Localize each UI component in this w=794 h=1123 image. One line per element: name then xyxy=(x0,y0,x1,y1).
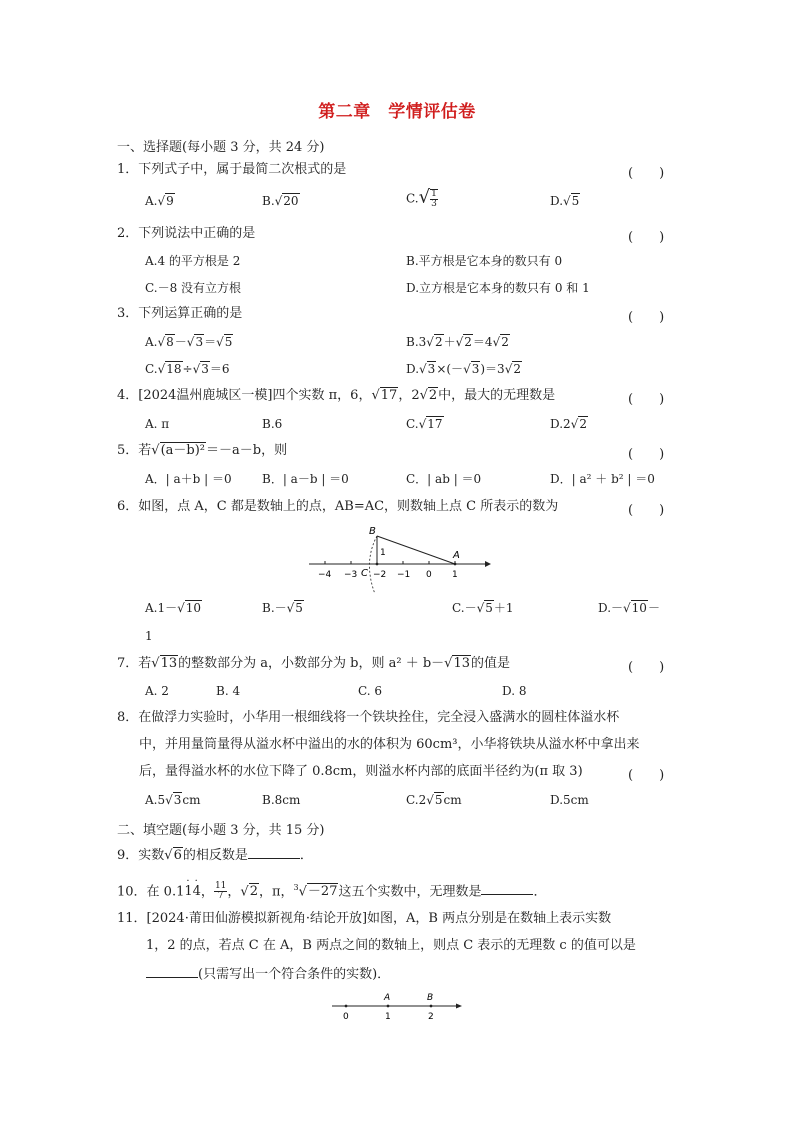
option-b: B.√20 xyxy=(262,194,299,208)
option-d: D.立方根是它本身的数只有 0 和 1 xyxy=(406,281,590,295)
option-c: C.√17 xyxy=(406,417,443,431)
section-heading-fill: 二、填空题(每小题 3 分，共 15 分) xyxy=(117,823,325,838)
option-a: A.5√3cm xyxy=(145,793,201,807)
question-9: 9．实数√6的相反数是 ． xyxy=(117,848,313,863)
option-b: B.平方根是它本身的数只有 0 xyxy=(406,254,563,268)
answer-bracket: ( ) xyxy=(628,392,665,407)
tick-label: 1 xyxy=(452,570,458,580)
point-label-a: A xyxy=(384,993,391,1003)
option-d: D.5cm xyxy=(550,793,589,807)
tick-label: −4 xyxy=(318,570,332,580)
answer-bracket: ( ) xyxy=(628,310,665,325)
point-label-b: B xyxy=(369,526,376,537)
page-title: 第二章 学情评估卷 xyxy=(318,102,476,122)
question-11-line-3: (只需写出一个符合条件的实数)． xyxy=(146,965,390,983)
option-a: A. 2 xyxy=(145,684,169,698)
answer-bracket: ( ) xyxy=(628,166,665,181)
segment-length-label: 1 xyxy=(380,548,386,558)
question-8-line-2: 中，并用量筒量得从溢水杯中溢出的水的体积为 60cm³，小华将铁块从溢水杯中拿出来 xyxy=(139,737,640,752)
option-d: D. 8 xyxy=(502,684,527,698)
answer-bracket: ( ) xyxy=(628,447,665,462)
point-label-c: C xyxy=(361,568,368,579)
question-8: 8．在做浮力实验时，小华用一根细线将一个铁块拴住，完全浸入盛满水的圆柱体溢水杯 xyxy=(117,710,620,725)
question-11: 11．[2024·莆田仙游模拟新视角·结论开放]如图，A，B 两点分别是在数轴上表示实数 xyxy=(117,911,612,926)
tick-label: 1 xyxy=(385,1012,391,1022)
option-b: B. 4 xyxy=(216,684,241,698)
question-5: 5．若√(a－b)²＝－a－b，则 xyxy=(117,443,288,458)
answer-bracket: ( ) xyxy=(628,660,665,675)
question-8-line-3: 后，量得溢水杯的水位下降了 0.8cm，则溢水杯内部的底面半径约为(π 取 3) xyxy=(139,764,583,779)
question-11-line-2: 1，2 的点，若点 C 在 A，B 两点之间的数轴上，则点 C 表示的无理数 c 的值可以是 xyxy=(146,938,636,953)
answer-bracket: ( ) xyxy=(628,768,665,783)
number-line-figure-q11 xyxy=(330,988,470,1024)
question-2: 2．下列说法中正确的是 xyxy=(117,226,256,241)
answer-blank[interactable] xyxy=(248,846,300,859)
option-d: D.－√10－ xyxy=(598,601,660,615)
option-d: D.√5 xyxy=(550,194,580,208)
option-c: C.－8 没有立方根 xyxy=(145,281,242,295)
option-a: A.√9 xyxy=(145,194,174,208)
option-b: B.3√2＋√2＝4√2 xyxy=(406,335,509,349)
option-a: A.√8－√3＝√5 xyxy=(145,335,233,349)
option-b: B.6 xyxy=(262,417,283,431)
answer-blank[interactable] xyxy=(481,882,533,895)
question-1 xyxy=(117,162,346,178)
option-c: C.√ $\frac{1}{3}$ xyxy=(406,186,437,209)
number-line-figure-q6 xyxy=(305,522,495,598)
option-b: B．| a－b | ＝0 xyxy=(262,472,349,486)
option-c: C.2√5cm xyxy=(406,793,462,807)
question-6: 6．如图，点 A，C 都是数轴上的点，AB=AC，则数轴上点 C 所表示的数为 xyxy=(117,499,559,514)
answer-bracket: ( ) xyxy=(628,230,665,245)
point-label-b: B xyxy=(427,993,434,1003)
option-b: B.8cm xyxy=(262,793,301,807)
option-c: C.－√5＋1 xyxy=(452,601,514,615)
option-d: D.2√2 xyxy=(550,417,587,431)
option-d: D．| a² ＋ b² | ＝0 xyxy=(550,472,655,486)
option-a: A．| a＋b | ＝0 xyxy=(145,472,232,486)
tick-label: 0 xyxy=(426,570,432,580)
question-10: 10．在 0.11 · 4 · ， $\frac{11}{7}$ ，√2，π，$^3$√－27这五个实数中，无理数是 ． xyxy=(117,876,547,902)
section-heading-choice: 一、选择题(每小题 3 分，共 24 分) xyxy=(117,140,325,155)
tick-label: −2 xyxy=(373,570,387,580)
option-c: C. 6 xyxy=(358,684,383,698)
option-d-continued: 1 xyxy=(145,629,153,643)
question-4: 4．[2024温州鹿城区一模]四个实数 π，6，√17，2√2中，最大的无理数是 xyxy=(117,388,556,403)
option-c: C．| ab | ＝0 xyxy=(406,472,482,486)
point-label-a: A xyxy=(453,550,460,561)
tick-label: 2 xyxy=(428,1012,434,1022)
option-a: A.1－√10 xyxy=(145,601,202,615)
option-a: A. π xyxy=(145,417,170,431)
tick-label: 0 xyxy=(343,1012,349,1022)
question-text: 下列式子中，属于最简二次根式的是 xyxy=(138,162,347,177)
tick-label: −3 xyxy=(344,570,358,580)
option-c: C.√18÷√3＝6 xyxy=(145,362,230,376)
option-a: A.4 的平方根是 2 xyxy=(145,254,241,268)
question-3: 3．下列运算正确的是 xyxy=(117,306,243,321)
answer-blank[interactable] xyxy=(146,965,198,978)
tick-label: −1 xyxy=(397,570,411,580)
option-d: D.√3×(－√3)＝3√2 xyxy=(406,362,521,376)
question-number: 1． xyxy=(117,162,139,177)
answer-bracket: ( ) xyxy=(628,503,665,518)
option-b: B.－√5 xyxy=(262,601,303,615)
question-7: 7．若√13的整数部分为 a，小数部分为 b，则 a² ＋ b－√13的值是 xyxy=(117,656,511,671)
